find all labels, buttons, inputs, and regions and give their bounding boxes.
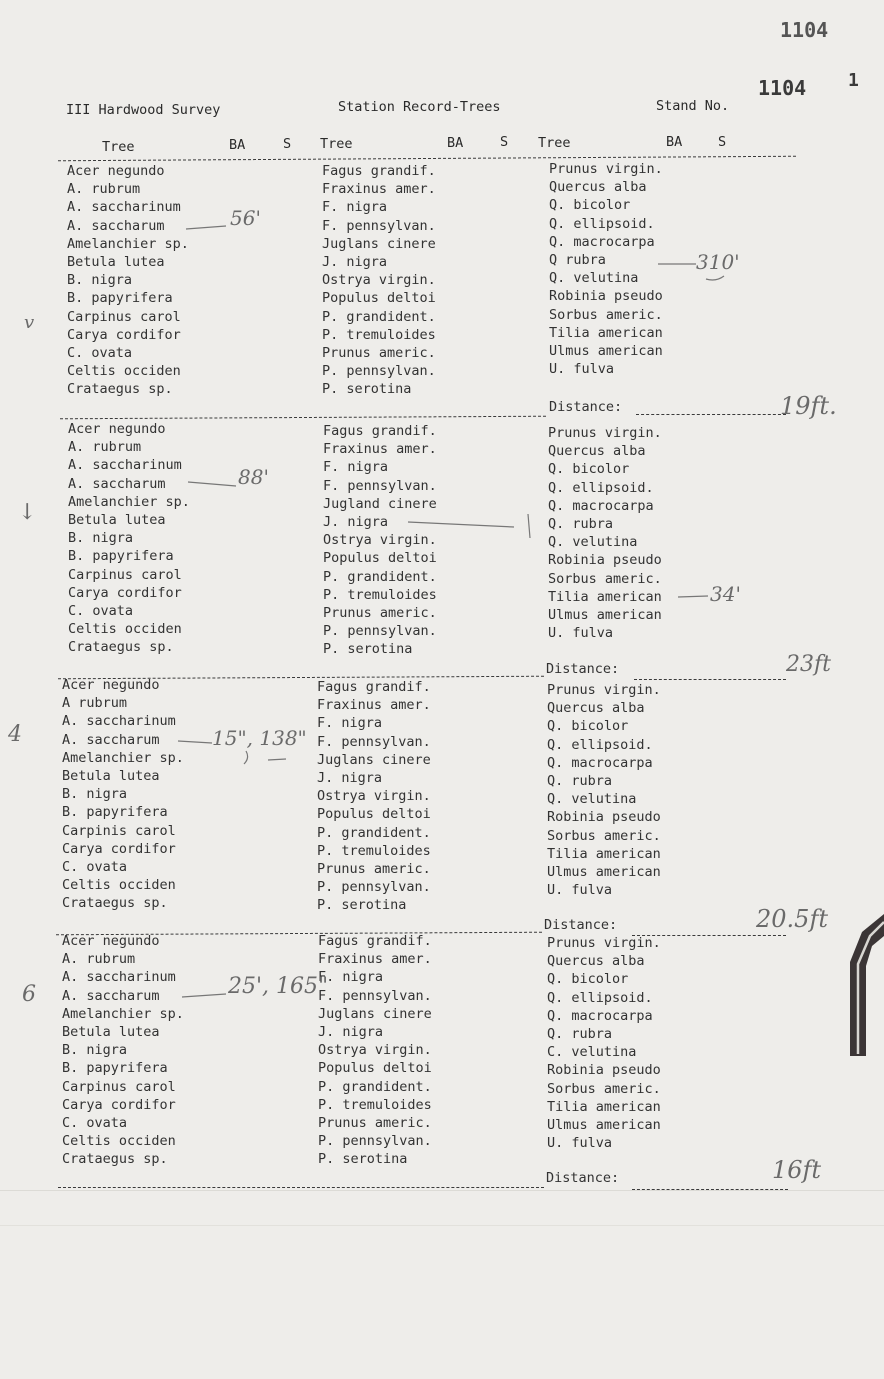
species-row: Quercus alba [547, 953, 645, 970]
species-row: Ulmus american [548, 606, 662, 623]
species-row: Ostrya virgin. [318, 1042, 432, 1059]
species-row: Sorbus americ. [547, 1080, 661, 1097]
stamp-mark: 1 [848, 70, 859, 91]
species-row: Fagus grandif. [317, 679, 431, 695]
species-row: Betula lutea [62, 1023, 160, 1040]
species-row: Quercus alba [549, 179, 647, 196]
species-row: Populus deltoi [323, 550, 437, 567]
species-row: Q. velutina [549, 270, 639, 287]
species-row: F. nigra [317, 715, 383, 732]
col2-tree-header: Tree [320, 136, 353, 152]
species-row: B. nigra [62, 786, 128, 803]
margin-mark: 4 [8, 722, 22, 747]
col1-ba-header: BA [229, 137, 246, 153]
pencil-line [268, 759, 286, 760]
species-row: Fraxinus amer. [318, 951, 432, 968]
species-row: Amelanchier sp. [68, 493, 190, 510]
species-row: Q. macrocarpa [547, 1007, 653, 1024]
species-row: Q rubra [549, 251, 606, 268]
species-row: F. nigra [322, 199, 388, 216]
species-row: Acer negundo [62, 677, 160, 693]
col3-ba-header: BA [666, 134, 683, 150]
species-row: F. pennsylvan. [318, 987, 432, 1004]
species-row: P. grandident. [318, 1078, 432, 1095]
species-row: B. papyrifera [62, 1060, 168, 1077]
binder-clip-shape [846, 914, 884, 1058]
species-row: Crataegus sp. [62, 895, 168, 912]
species-row: P. pennsylvan. [318, 1133, 432, 1150]
species-row: Fagus grandif. [322, 163, 436, 179]
species-row: P. tremuloides [317, 842, 431, 859]
species-row: P. tremuloides [322, 326, 436, 343]
species-row: C. ovata [67, 344, 133, 361]
species-row: Amelanchier sp. [67, 235, 189, 252]
species-row: A. saccharum [68, 475, 166, 492]
species-row: Q. ellipsoid. [549, 215, 655, 232]
species-row: Ulmus american [547, 1116, 661, 1133]
species-row: Ostrya virgin. [323, 532, 437, 549]
species-row: Sorbus americ. [547, 827, 661, 844]
species-row: Betula lutea [62, 767, 160, 784]
species-row: Fagus grandif. [318, 933, 432, 949]
species-row: Q. rubra [547, 1025, 613, 1042]
species-row: Carya cordifor [67, 326, 181, 343]
species-row: Juglans cinere [318, 1005, 432, 1022]
col2-ba-header: BA [447, 135, 464, 151]
species-row: Q. macrocarpa [547, 754, 653, 771]
species-row: Carya cordifor [62, 1096, 176, 1113]
species-row: J. nigra [317, 769, 383, 786]
species-row: U. fulva [547, 1135, 613, 1152]
species-row: P. grandident. [322, 308, 436, 325]
species-row: Prunus virgin. [548, 425, 662, 441]
handwritten-distance: 16ft [772, 1156, 822, 1184]
species-row: Carpinis carol [62, 822, 176, 839]
species-row: P. pennsylvan. [323, 623, 437, 640]
species-row: Populus deltoi [322, 290, 436, 307]
species-row: P. tremuloides [318, 1096, 432, 1113]
species-row: Carpinus carol [67, 308, 181, 325]
handwritten-distance: 19ft. [780, 392, 837, 420]
species-row: Fraxinus amer. [317, 697, 431, 714]
species-row: Populus deltoi [317, 806, 431, 823]
species-row: Q. bicolor [547, 718, 629, 735]
species-row: B. nigra [68, 530, 134, 547]
handwritten-distance: 23ft [786, 652, 831, 677]
species-row: C. velutina [547, 1044, 637, 1061]
pencil-line [182, 994, 226, 997]
species-row: F. pennsylvan. [317, 733, 431, 750]
species-row: Celtis occiden [67, 363, 181, 380]
species-row: U. fulva [547, 882, 613, 899]
species-row: Quercus alba [547, 700, 645, 717]
species-row: A. saccharinum [67, 199, 181, 216]
species-row: J. nigra [323, 513, 389, 530]
species-row: A. rubrum [67, 181, 141, 198]
species-row: Q. ellipsoid. [547, 736, 653, 753]
station-4-distance-label: Distance: [546, 1170, 620, 1186]
species-row: Juglans cinere [317, 751, 431, 768]
species-row: Fraxinus amer. [323, 441, 437, 458]
species-row: Sorbus americ. [549, 306, 663, 323]
species-row: Tilia american [548, 588, 662, 605]
species-row: P. pennsylvan. [322, 363, 436, 380]
col1-tree-header: Tree [102, 139, 135, 155]
species-row: Prunus virgin. [547, 935, 661, 951]
species-row: Betula lutea [67, 253, 165, 270]
species-row: Crataegus sp. [62, 1151, 168, 1168]
species-row: P. serotina [322, 381, 412, 398]
pencil-line [706, 276, 724, 280]
species-row: Prunus americ. [317, 860, 431, 877]
species-row: Carpinus carol [68, 566, 182, 583]
species-row: P. serotina [323, 641, 413, 658]
species-row: Jugland cinere [323, 495, 437, 512]
species-row: Prunus virgin. [549, 161, 663, 177]
species-row: Fraxinus amer. [322, 181, 436, 198]
pencil-line [528, 514, 530, 538]
survey-title: III Hardwood Survey [66, 102, 221, 118]
handwritten-distance: 20.5ft [756, 905, 828, 933]
species-row: Tilia american [547, 845, 661, 862]
species-row: Q. ellipsoid. [548, 479, 654, 496]
species-row: Q. bicolor [549, 197, 631, 214]
species-row: Populus deltoi [318, 1060, 432, 1077]
species-row: A. saccharum [67, 217, 165, 234]
species-row: Ostrya virgin. [317, 788, 431, 805]
species-row: Q. rubra [548, 515, 614, 532]
handwritten-note: 25', 165" [228, 974, 329, 999]
species-row: Crataegus sp. [67, 381, 173, 398]
species-row: Acer negundo [62, 933, 160, 949]
species-row: C. ovata [62, 858, 128, 875]
species-row: Carya cordifor [68, 584, 182, 601]
species-row: Robinia pseudo [549, 288, 663, 305]
species-row: A rubrum [62, 695, 128, 712]
handwritten-note: 310' [696, 250, 740, 274]
record-title: Station Record-Trees [338, 99, 501, 115]
species-row: Betula lutea [68, 511, 166, 528]
pencil-line [188, 482, 236, 486]
species-row: A. rubrum [62, 951, 136, 968]
species-row: P. tremuloides [323, 586, 437, 603]
species-row: F. nigra [323, 459, 389, 476]
species-row: Q. ellipsoid. [547, 989, 653, 1006]
col2-s-header: S [500, 134, 509, 150]
handwritten-note: 15", 138" [212, 726, 307, 750]
species-row: Juglans cinere [322, 235, 436, 252]
species-row: C. ovata [62, 1114, 128, 1131]
species-row: Q. velutina [548, 534, 638, 551]
species-row: A. saccharinum [68, 457, 182, 474]
col3-tree-header: Tree [538, 135, 571, 151]
species-row: Q. bicolor [548, 461, 630, 478]
col1-s-header: S [283, 136, 292, 152]
species-row: Q. macrocarpa [548, 497, 654, 514]
margin-mark: v [24, 312, 35, 333]
species-row: F. pennsylvan. [322, 217, 436, 234]
species-row: Crataegus sp. [68, 639, 174, 656]
species-row: U. fulva [549, 361, 615, 378]
species-row: Prunus americ. [318, 1114, 432, 1131]
pencil-line [178, 741, 212, 743]
species-row: Quercus alba [548, 443, 646, 460]
species-row: J. nigra [318, 1023, 384, 1040]
species-row: P. serotina [317, 897, 407, 914]
margin-mark: ↓ [18, 500, 37, 525]
species-row: Amelanchier sp. [62, 749, 184, 766]
species-row: Tilia american [549, 324, 663, 341]
handwritten-note: 34' [710, 582, 741, 606]
species-row: B. nigra [67, 272, 133, 289]
species-row: Ostrya virgin. [322, 272, 436, 289]
stamp-number: 1104 [758, 76, 807, 100]
species-row: Ulmus american [549, 342, 663, 359]
pencil-line [244, 751, 248, 764]
species-row: Q. velutina [547, 791, 637, 808]
species-row: Tilia american [547, 1098, 661, 1115]
species-row: Carya cordifor [62, 840, 176, 857]
station-3-distance-label: Distance: [544, 917, 618, 933]
species-row: U. fulva [548, 625, 614, 642]
species-row: A. saccharum [62, 731, 160, 748]
species-row: A. saccharinum [62, 969, 176, 986]
species-row: J. nigra [322, 253, 388, 270]
station-1-distance-label: Distance: [549, 399, 623, 415]
stamp-number-top: 1104 [780, 18, 829, 42]
species-row: Prunus virgin. [547, 682, 661, 698]
species-row: B. papyrifera [67, 290, 173, 307]
species-row: F. pennsylvan. [323, 477, 437, 494]
species-row: Carpinus carol [62, 1078, 176, 1095]
species-row: P. grandident. [317, 824, 431, 841]
species-row: P. pennsylvan. [317, 879, 431, 896]
species-row: Celtis occiden [62, 877, 176, 894]
species-row: Robinia pseudo [548, 552, 662, 569]
species-row: Acer negundo [68, 421, 166, 437]
species-row: F. nigra [318, 969, 384, 986]
species-row: P. grandident. [323, 568, 437, 585]
species-row: Q. bicolor [547, 971, 629, 988]
pencil-line [186, 226, 226, 229]
species-row: Robinia pseudo [547, 1062, 661, 1079]
species-row: Q. rubra [547, 772, 613, 789]
margin-mark: 6 [22, 982, 36, 1007]
pencil-line [678, 596, 708, 597]
species-row: Acer negundo [67, 163, 165, 179]
species-row: P. serotina [318, 1151, 408, 1168]
species-row: B. papyrifera [62, 804, 168, 821]
species-row: Amelanchier sp. [62, 1005, 184, 1022]
species-row: Ulmus american [547, 863, 661, 880]
species-row: Robinia pseudo [547, 809, 661, 826]
species-row: A. saccharum [62, 987, 160, 1004]
species-row: A. rubrum [68, 439, 142, 456]
species-row: Prunus americ. [322, 344, 436, 361]
station-2-distance-label: Distance: [546, 661, 620, 677]
species-row: A. saccharinum [62, 713, 176, 730]
species-row: B. nigra [62, 1042, 128, 1059]
stand-number-label: Stand No. [656, 98, 730, 114]
species-row: Celtis occiden [68, 621, 182, 638]
species-row: Celtis occiden [62, 1133, 176, 1150]
handwritten-note: 56' [230, 206, 261, 230]
handwritten-note: 88' [238, 465, 269, 489]
species-row: Q. macrocarpa [549, 233, 655, 250]
species-row: B. papyrifera [68, 548, 174, 565]
pencil-line [408, 522, 514, 527]
species-row: Fagus grandif. [323, 423, 437, 439]
species-row: Prunus americ. [323, 604, 437, 621]
col3-s-header: S [718, 134, 727, 150]
species-row: Sorbus americ. [548, 570, 662, 587]
species-row: C. ovata [68, 602, 134, 619]
